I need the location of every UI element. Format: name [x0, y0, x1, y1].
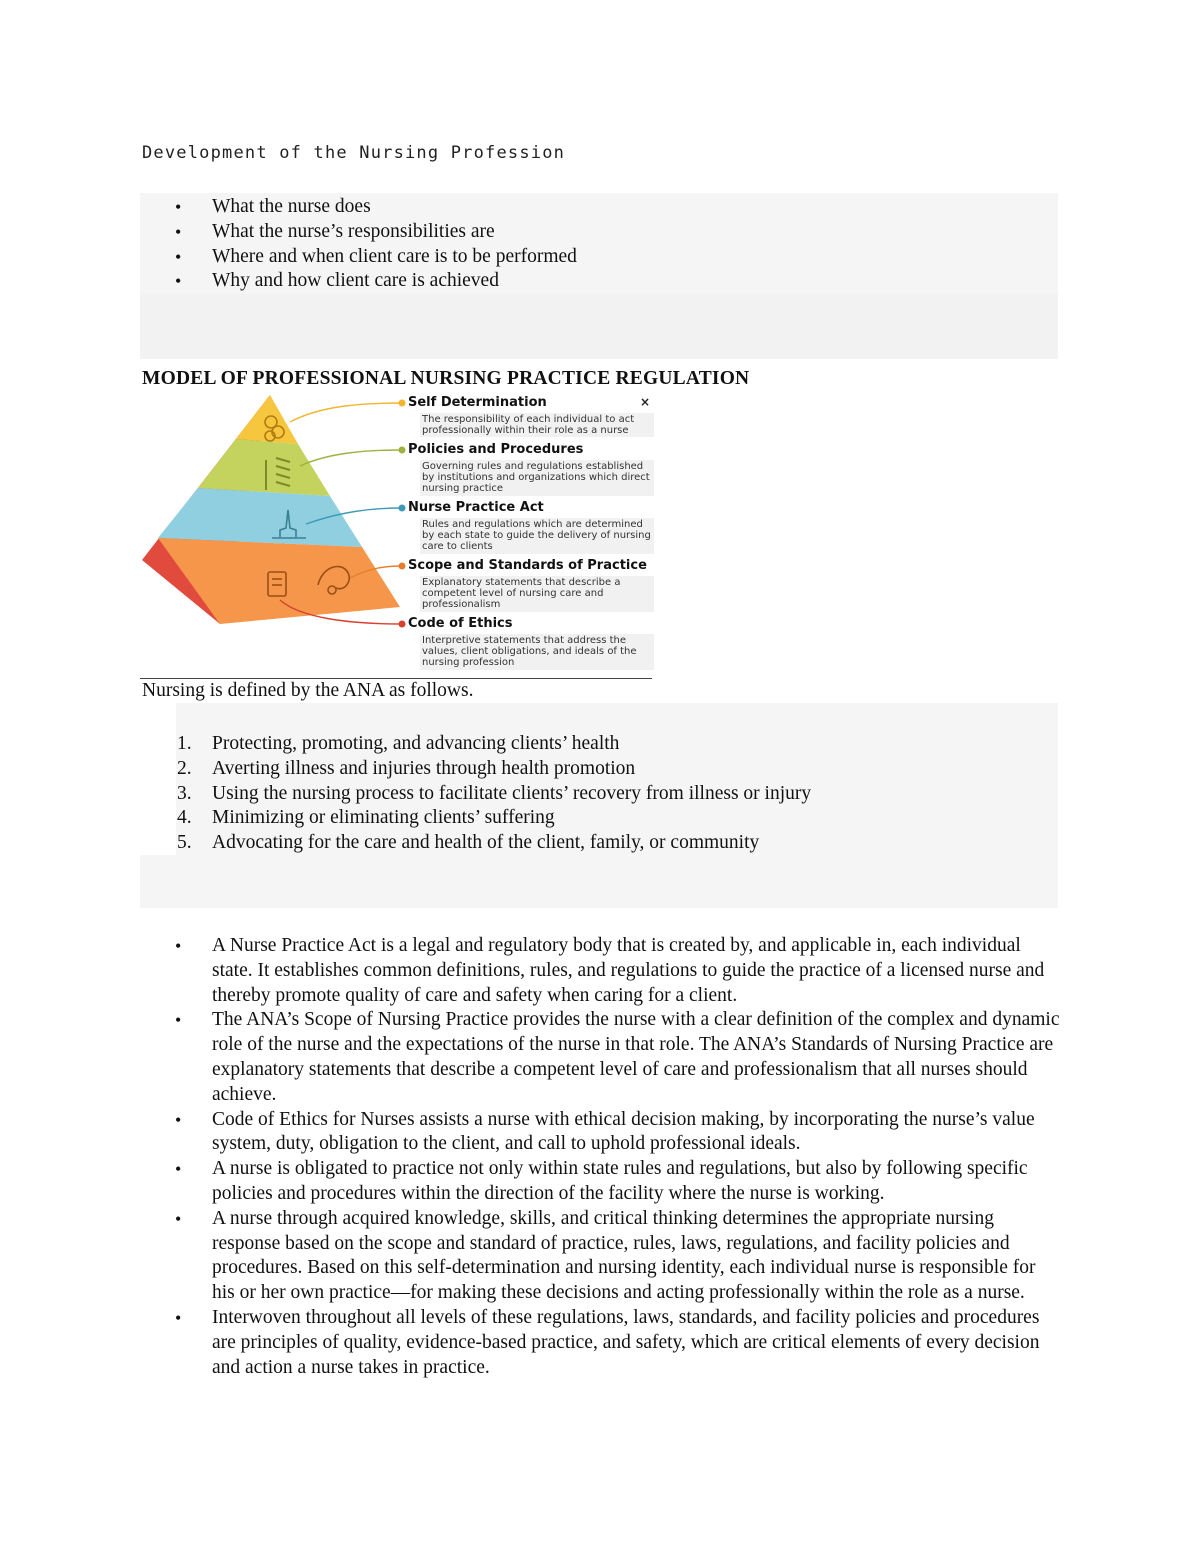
bullet-dot: [399, 621, 406, 628]
list-item: • What the nurse’s responsibilities are: [142, 220, 1042, 245]
level-label: Scope and Standards of Practice: [408, 558, 647, 573]
list-item: • Code of Ethics for Nurses assists a nurse with ethical decision making, by incorporating the nurse’s value system, duty, obligation to the client, and call to uphold professional ideals.: [142, 1108, 1060, 1158]
document-title: Development of the Nursing Profession: [142, 143, 566, 163]
level-label: Code of Ethics: [408, 616, 513, 631]
close-icon[interactable]: ×: [640, 395, 651, 409]
regulation-pyramid-figure: [140, 392, 652, 682]
bullet-dot: [399, 563, 406, 570]
pyramid-layer-scope-standards: [158, 538, 400, 624]
bullet-dot: [399, 447, 406, 454]
list-item: 2. Averting illness and injuries through health promotion: [177, 757, 636, 779]
leader-line: [300, 450, 402, 466]
list-item: 5. Advocating for the care and health of the client, family, or community: [177, 832, 760, 854]
level-description: Rules and regulations which are determined by each state to guide the delivery of nursing care to clients: [420, 518, 654, 554]
level-label: Policies and Procedures: [408, 442, 584, 457]
shaded-block: [140, 293, 1058, 359]
figure-divider: [140, 678, 652, 679]
list-item: 1. Protecting, promoting, and advancing clients’ health: [177, 733, 620, 754]
list-item: 4. Minimizing or eliminating clients’ suffering: [177, 807, 555, 829]
ana-intro: Nursing is defined by the ANA as follows.: [142, 680, 474, 701]
list-item: • The ANA’s Scope of Nursing Practice provides the nurse with a clear definition of the complex and dynamic role of the nurse and the expectations of the nurse in that role. The ANA’s Standards of Nursing Practice are explanatory statements that describe a competent level of care and professionalism that all nurses should achieve.: [142, 1008, 1060, 1107]
level-description: The responsibility of each individual to act professionally within their role as a nurse: [420, 413, 654, 437]
pyramid-layer-self-determination: [236, 395, 298, 444]
pyramid-layer-policies: [198, 439, 330, 496]
detail-bullet-list: [142, 934, 1060, 1380]
level-description: Interpretive statements that address the values, client obligations, and ideals of the nursing profession: [420, 634, 654, 670]
leader-line: [290, 403, 402, 422]
list-item: • A nurse through acquired knowledge, skills, and critical thinking determines the appropriate nursing response based on the scope and standard of practice, rules, laws, regulations, and facility policies and procedures. Based on this self-determination and nursing identity, each individual nurse is responsible for his or her own practice—for making these decisions and acting professionally within the role as a nurse.: [142, 1207, 1060, 1306]
bullet-dot: [399, 505, 406, 512]
bullet-dot: [399, 400, 406, 407]
list-item: • A Nurse Practice Act is a legal and regulatory body that is created by, and applicable in, each individual state. It establishes common definitions, rules, and regulations to guide the practice of a licensed nurse and thereby promote quality of care and safety when caring for a client.: [142, 934, 1060, 1008]
list-item: • Where and when client care is to be performed: [142, 245, 1042, 270]
list-item: 3. Using the nursing process to facilitate clients’ recovery from illness or injury: [177, 782, 812, 804]
pyramid-layer-nurse-practice-act: [158, 488, 362, 547]
list-item: • Why and how client care is achieved: [142, 269, 1042, 294]
level-label: Nurse Practice Act: [408, 500, 544, 515]
level-label: Self Determination: [408, 395, 547, 410]
intro-bullet-list: [142, 195, 1042, 294]
ana-numbered-list: [142, 732, 1042, 856]
level-description: Explanatory statements that describe a competent level of nursing care and professionalism: [420, 576, 654, 612]
level-description: Governing rules and regulations established by institutions and organizations which direct nursing practice: [420, 460, 654, 496]
list-item: • What the nurse does: [142, 195, 1042, 220]
list-item: • A nurse is obligated to practice not only within state rules and regulations, but also by following specific policies and procedures within the direction of the facility where the nurse is working.: [142, 1157, 1060, 1207]
list-item: • Interwoven throughout all levels of these regulations, laws, standards, and facility policies and procedures are principles of quality, evidence-based practice, and safety, which are critical elements of every decision and action a nurse takes in practice.: [142, 1306, 1060, 1380]
shaded-block: [140, 855, 1058, 908]
model-heading: MODEL OF PROFESSIONAL NURSING PRACTICE REGULATION: [142, 368, 750, 389]
